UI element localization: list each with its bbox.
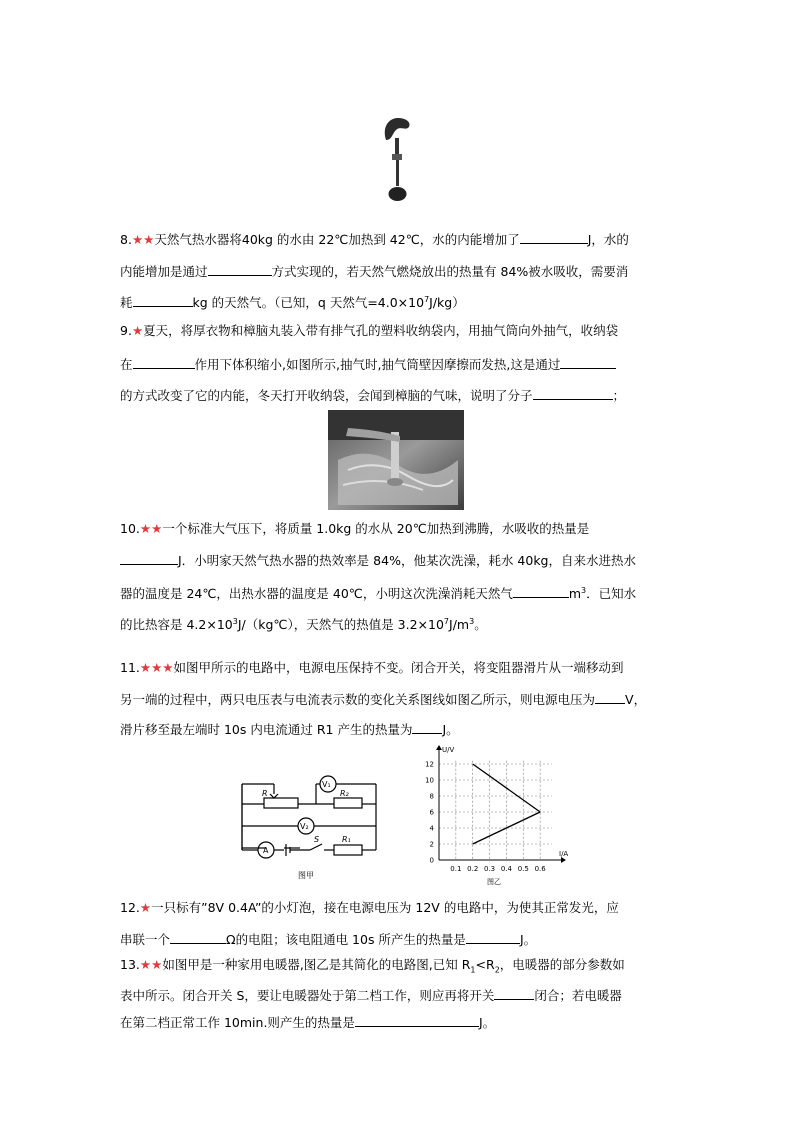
q11-ui-graph (415, 744, 569, 892)
q12-text: J。 (519, 932, 537, 947)
q11-text: 另一端的过程中，两只电压表与电流表示数的变化关系图线如图乙所示，则电源电压为 (120, 692, 596, 707)
q8-blank-2[interactable] (208, 263, 272, 276)
q8-text: kg 的天然气。（已知，q 天然气=4.0×10 (192, 295, 425, 311)
y-tick-label: 12 (425, 760, 434, 769)
q11-line-1 (120, 660, 624, 676)
q12-line-2 (120, 931, 536, 948)
q11-text: 滑片移至最左端时 10s 内电流通过 R1 产生的热量为 (120, 722, 413, 737)
q10-number: 10. (120, 521, 140, 536)
q11-text: 如图甲所示的电路中，电源电压保持不变。闭合开关，将变阻器滑片从一端移动到 (173, 660, 624, 675)
q8-line-1 (120, 231, 629, 248)
fig-b-caption: 图乙 (487, 878, 501, 886)
q13-blank-2[interactable] (355, 1014, 479, 1027)
q8-text: 耗 (120, 295, 133, 311)
q12-blank-1[interactable] (170, 931, 226, 944)
y-tick-label: 0 (429, 856, 434, 865)
x-tick-label: 0.3 (484, 865, 496, 873)
q11-circuit-diagram (236, 770, 382, 885)
q13-text: <R (475, 957, 495, 972)
subscript: 1 (470, 965, 476, 975)
circuit-label-V1: V₁ (322, 780, 331, 789)
difficulty-stars-icon: ★★ (139, 521, 163, 536)
q10-text: 的比热容是 4.2×10 (120, 617, 233, 633)
q12-number: 12. (120, 900, 140, 915)
q10-blank-1[interactable] (120, 552, 178, 565)
q13-text: ，电暖器的部分参数如 (499, 957, 625, 972)
q10-text: 器的温度是 24℃，出热水器的温度是 40℃，小明这次洗澡消耗天然气 (120, 586, 513, 602)
q8-number: 8. (120, 232, 132, 247)
exponent: 7 (443, 617, 450, 626)
q10-line-4 (120, 614, 487, 633)
q9-line-1 (120, 323, 618, 339)
q10-text: J/（kg℃），天然气的热值是 3.2×10 (237, 617, 444, 633)
q13-line-1 (120, 957, 625, 979)
difficulty-stars-icon: ★ (139, 900, 152, 915)
q11-line-2 (120, 691, 646, 708)
q9-storage-bag-photo (328, 410, 464, 510)
q13-text: J。 (478, 1015, 496, 1030)
q13-text: 闭合；若电暖器 (534, 988, 622, 1003)
fig-a-caption: 图甲 (298, 871, 314, 880)
q8-text: 内能增加是通过 (120, 264, 208, 279)
circuit-label-R: R (262, 789, 268, 798)
q9-text: ； (612, 388, 626, 403)
q12-blank-2[interactable] (466, 931, 520, 944)
q8-text: J，水的 (587, 232, 629, 247)
q9-blank-1[interactable] (133, 356, 195, 369)
x-tick-label: 0.1 (450, 865, 462, 873)
q10-text: ．已知水 (586, 586, 637, 602)
q9-text: 的方式改变了它的内能，冬天打开收纳袋，会闻到樟脑的气味，说明了分子 (120, 388, 533, 403)
q9-text: 夏天，将厚衣物和樟脑丸装入带有排气孔的塑料收纳袋内，用抽气筒向外抽气，收纳袋 (143, 323, 619, 338)
circuit-label-A: A (263, 846, 269, 855)
q10-blank-2[interactable] (513, 585, 569, 598)
q8-blank-1[interactable] (520, 231, 588, 244)
q9-blank-3[interactable] (533, 387, 613, 400)
circuit-label-R2: R₂ (340, 789, 349, 798)
q12-line-1 (120, 900, 619, 916)
y-tick-label: 10 (425, 776, 434, 785)
circuit-label-V2: V₂ (300, 822, 309, 831)
difficulty-stars-icon: ★★ (131, 232, 155, 247)
exponent: 3 (232, 617, 238, 626)
q8-line-3 (120, 292, 465, 311)
q7-apparatus-figure (378, 110, 418, 205)
q8-text: J/kg） (429, 295, 465, 311)
y-tick-label: 4 (429, 824, 434, 833)
q10-text: J/m (449, 617, 470, 633)
q9-blank-2[interactable] (560, 356, 616, 369)
q10-text: 一个标准大气压下，将质量 1.0kg 的水从 20℃加热到沸腾，水吸收的热量是 (162, 521, 590, 536)
q9-line-2 (120, 356, 616, 373)
q9-line-3 (120, 387, 625, 404)
q9-number: 9. (120, 323, 132, 338)
x-axis-label: I/A (559, 850, 569, 858)
q9-text: 作用下体积缩小,如图所示,抽气时,抽气筒壁因摩擦而发热,这是通过 (194, 357, 561, 372)
q11-number: 11. (120, 660, 140, 675)
q13-blank-1[interactable] (494, 987, 534, 1000)
circuit-label-S: S (314, 835, 320, 844)
x-tick-label: 0.4 (500, 865, 512, 873)
q13-line-2 (120, 987, 622, 1004)
y-tick-label: 2 (429, 840, 434, 849)
difficulty-stars-icon: ★★★ (139, 660, 174, 675)
q13-text: 如图甲是一种家用电暖器,图乙是其简化的电路图,已知 R (162, 957, 471, 972)
x-tick-label: 0.5 (517, 865, 529, 873)
q10-text: 。 (474, 617, 487, 633)
q9-text: 在 (120, 357, 133, 372)
q11-blank-2[interactable] (412, 721, 442, 734)
q10-text: m (568, 586, 582, 602)
q12-text: Ω的电阻；该电阻通电 10s 所产生的热量是 (226, 932, 466, 947)
series-line (473, 812, 540, 844)
q13-text: 表中所示。闭合开关 S，要让电暖器处于第二档工作，则应再将开关 (120, 988, 495, 1003)
q10-line-3 (120, 583, 636, 602)
q8-text: 方式实现的，若天然气燃烧放出的热量有 84%被水吸收，需要消 (271, 264, 629, 279)
circuit-label-R1: R₁ (342, 835, 351, 844)
q12-text: 一只标有”8V 0.4A”的小灯泡，接在电源电压为 12V 的电路中，为使其正常发光，应 (151, 900, 619, 915)
difficulty-stars-icon: ★ (131, 323, 144, 338)
q13-line-3 (120, 1014, 495, 1031)
q10-text: J．小明家天然气热水器的热效率是 84%，他某次洗澡，耗水 40kg，自来水进热水 (178, 553, 636, 568)
q8-blank-3[interactable] (133, 294, 193, 307)
x-tick-label: 0.6 (534, 865, 546, 873)
y-axis-label: U/V (442, 746, 455, 754)
series-line (473, 764, 540, 812)
y-tick-label: 6 (429, 808, 434, 817)
q12-text: 串联一个 (120, 932, 171, 947)
q8-text: 天然气热水器将40kg 的水由 22℃加热到 42℃，水的内能增加了 (154, 232, 520, 247)
q11-text: J。 (442, 722, 459, 737)
exponent: 7 (424, 295, 430, 304)
q10-line-2 (120, 552, 636, 569)
q11-text: V， (625, 692, 647, 707)
subscript: 2 (494, 965, 500, 975)
q13-number: 13. (120, 957, 140, 972)
q13-text: 在第二档正常工作 10min.则产生的热量是 (120, 1015, 355, 1030)
q8-line-2 (120, 263, 628, 280)
exponent: 3 (581, 586, 587, 595)
difficulty-stars-icon: ★★ (139, 957, 163, 972)
y-tick-label: 8 (429, 792, 434, 801)
exponent: 3 (469, 617, 475, 626)
q11-blank-1[interactable] (595, 691, 625, 704)
q10-line-1 (120, 521, 589, 537)
x-tick-label: 0.2 (467, 865, 479, 873)
q11-line-3 (120, 721, 459, 738)
